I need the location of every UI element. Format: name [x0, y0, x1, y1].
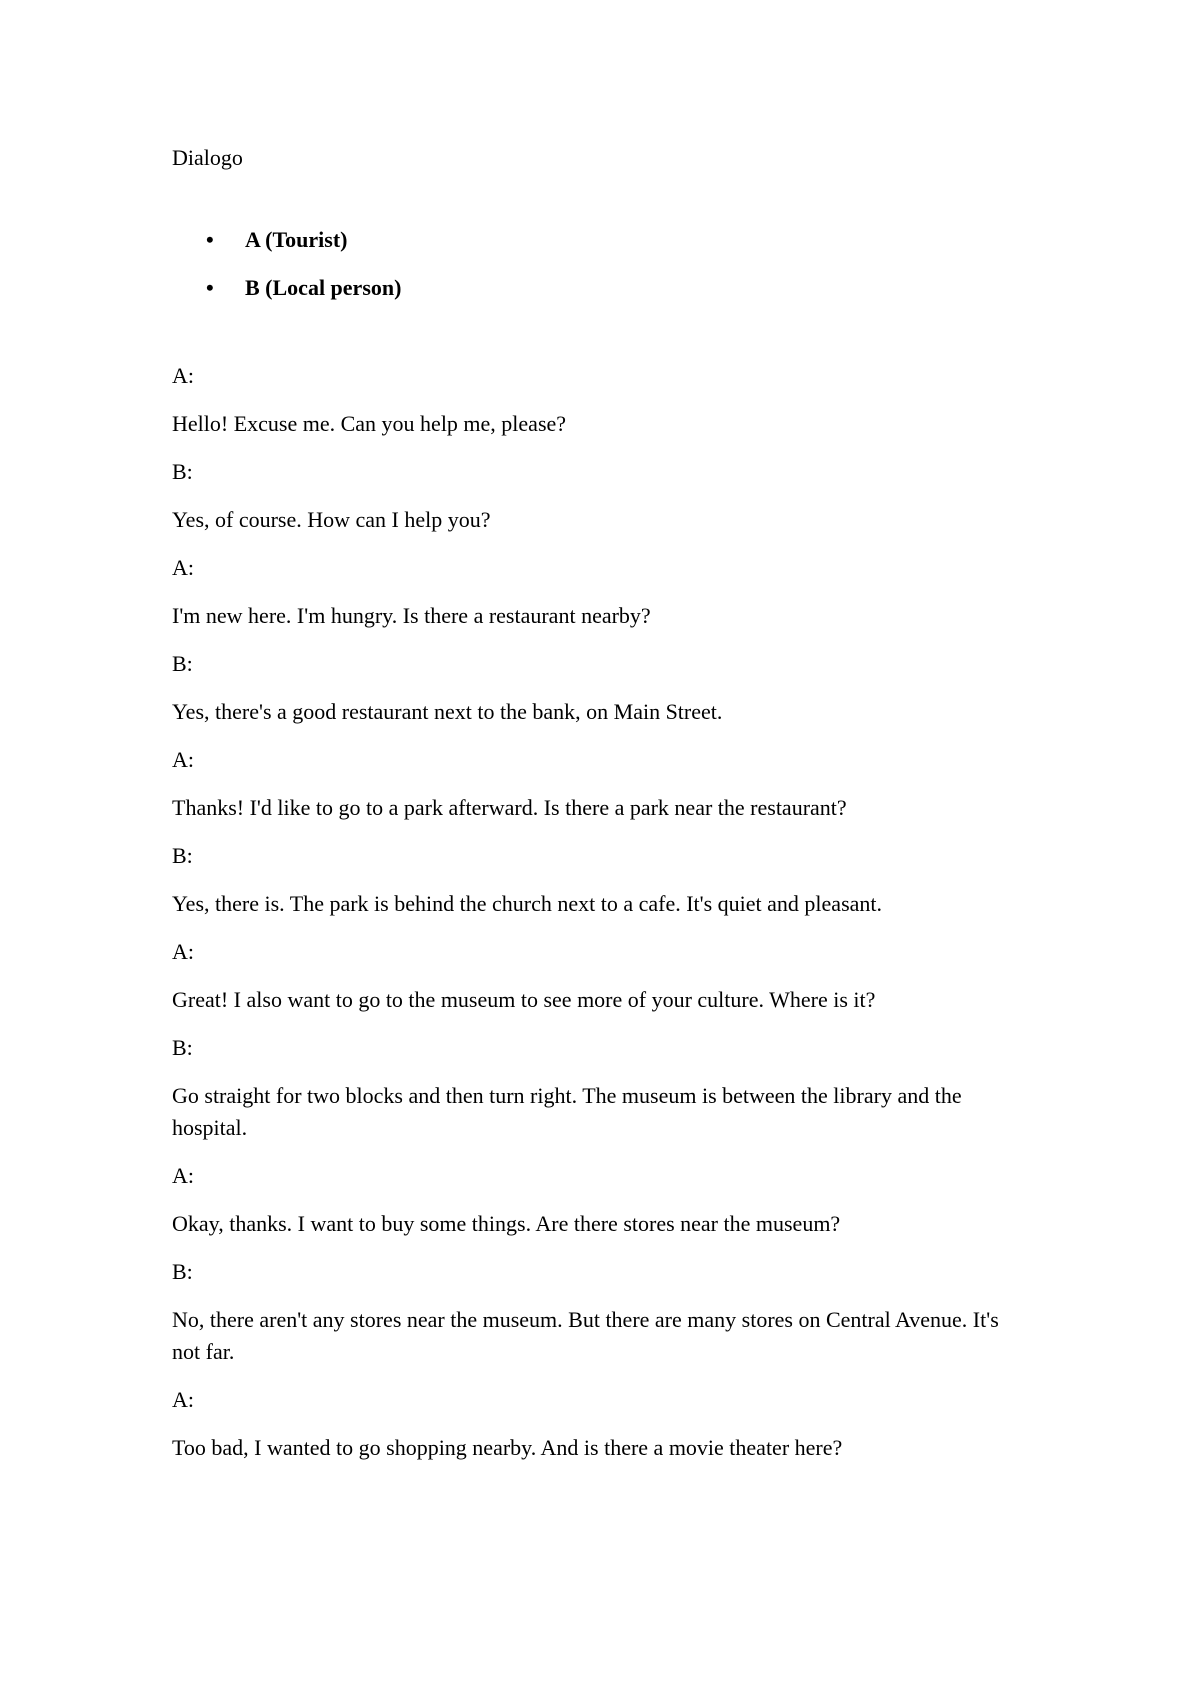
utterance-text: Yes, there is. The park is behind the church next to a cafe. It's quiet and pleasant. — [172, 891, 883, 916]
speaker-label: A: — [172, 555, 194, 580]
utterance-text: No, there aren't any stores near the museum. But there are many stores on Central Avenue. It's not far. — [172, 1307, 999, 1364]
speaker-label: B: — [172, 1035, 193, 1060]
dialogue-turn — [172, 1256, 1032, 1368]
speaker-label: B: — [172, 843, 193, 868]
speaker-label: A: — [172, 1387, 194, 1412]
utterance-text: Yes, of course. How can I help you? — [172, 507, 491, 532]
participant-item: • B (Local person) — [172, 272, 1032, 304]
speaker-label: B: — [172, 1259, 193, 1284]
participant-list — [172, 224, 1032, 304]
dialogue-turn — [172, 1160, 1032, 1240]
utterance-text: Hello! Excuse me. Can you help me, please? — [172, 411, 567, 436]
dialogue-turn — [172, 1384, 1032, 1464]
speaker-label: B: — [172, 651, 193, 676]
utterance-text: Okay, thanks. I want to buy some things. Are there stores near the museum? — [172, 1211, 841, 1236]
dialogue-turn — [172, 360, 1032, 440]
dialogue-turn — [172, 648, 1032, 728]
dialogue — [172, 360, 1032, 1464]
dialogue-turn — [172, 840, 1032, 920]
speaker-label: A: — [172, 363, 194, 388]
dialogue-turn — [172, 552, 1032, 632]
utterance-text: Great! I also want to go to the museum to see more of your culture. Where is it? — [172, 987, 876, 1012]
speaker-label: A: — [172, 747, 194, 772]
participant-item: • A (Tourist) — [172, 224, 1032, 256]
utterance-text: I'm new here. I'm hungry. Is there a restaurant nearby? — [172, 603, 651, 628]
document-title: Dialogo — [172, 145, 243, 170]
speaker-label: A: — [172, 1163, 194, 1188]
dialogue-turn — [172, 456, 1032, 536]
speaker-label: B: — [172, 459, 193, 484]
dialogue-turn — [172, 744, 1032, 824]
utterance-text: Too bad, I wanted to go shopping nearby. And is there a movie theater here? — [172, 1435, 843, 1460]
utterance-text: Thanks! I'd like to go to a park afterward. Is there a park near the restaurant? — [172, 795, 847, 820]
utterance-text: Go straight for two blocks and then turn right. The museum is between the library and the hospital. — [172, 1083, 962, 1140]
dialogue-turn — [172, 1032, 1032, 1144]
utterance-text: Yes, there's a good restaurant next to the bank, on Main Street. — [172, 699, 723, 724]
document-body — [172, 142, 1032, 1480]
speaker-label: A: — [172, 939, 194, 964]
dialogue-turn — [172, 936, 1032, 1016]
